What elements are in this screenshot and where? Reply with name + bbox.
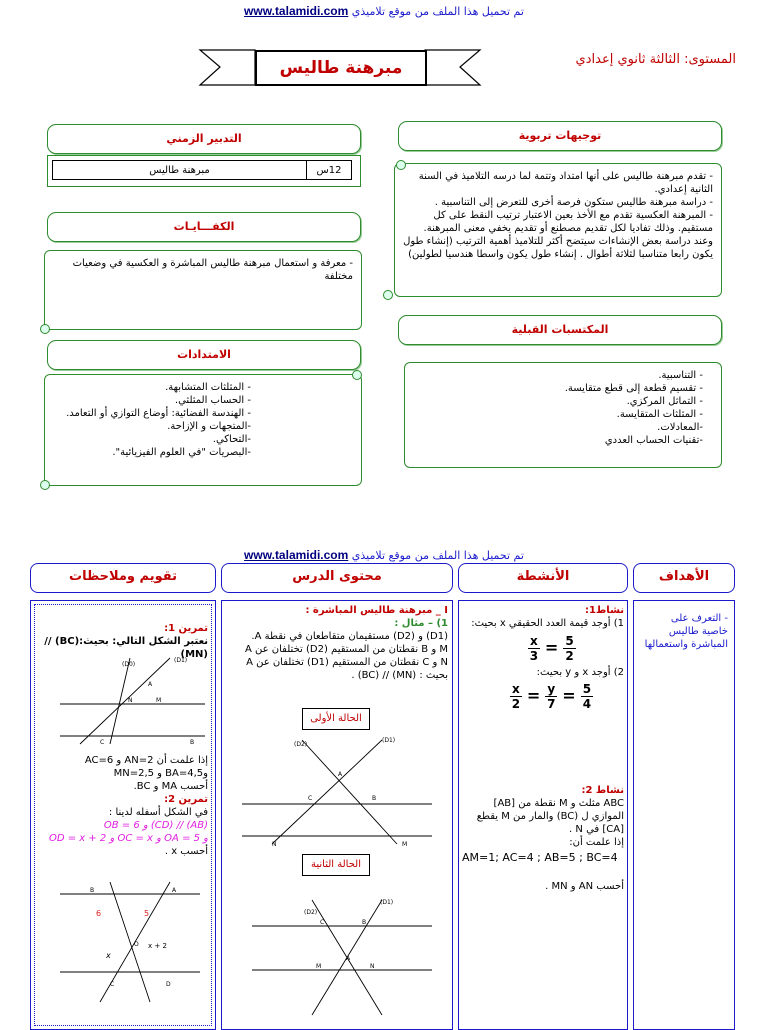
guidance-item: - تقدم مبرهنة طاليس على أنها امتداد وتتمة لما درسه التلاميذ في السنة الثانية إعدادي. — [418, 171, 713, 195]
exercise1-given-block — [36, 754, 208, 858]
col-header-activities: الأنشطة — [458, 563, 628, 593]
svg-text:C: C — [110, 981, 115, 988]
prerequisites-header: المكتسبات القبلية — [398, 315, 722, 345]
scroll-curl-icon — [40, 480, 50, 490]
exercise2-cond1: (AB) // (CD) و OB = 6 — [103, 820, 208, 831]
svg-text:x: x — [106, 951, 111, 960]
svg-text:C: C — [320, 919, 325, 926]
exercise1-ask: أحسب MA و BC. — [133, 781, 208, 792]
competency-item: - معرفة و استعمال مبرهنة طاليس المباشرة و العكسية في وضعيات مختلفة — [72, 258, 353, 282]
source-url[interactable]: www.talamidi.com — [244, 548, 349, 562]
extension-item: -البصريات "في العلوم الفيزيائية". — [112, 447, 251, 458]
extension-item: - الحساب المثلثي. — [174, 395, 251, 406]
svg-text:M: M — [156, 697, 162, 704]
svg-text:C: C — [308, 795, 313, 802]
extensions-box — [44, 374, 362, 486]
col-header-content: محتوى الدرس — [221, 563, 453, 593]
objectives-text: - التعرف على خاصية طاليس المباشرة واستعمالها — [644, 613, 728, 650]
guidance-header: توجيهات تربوية — [398, 121, 722, 151]
case2-label: الحالة الثانية — [302, 854, 370, 876]
guidance-item: - المبرهنة العكسية تقدم مع الأخذ بعين الاعتبار ترتيب النقط على كل مستقيم. وذلك تفاديا لكل تقديم مصطنع أو تقديم يخفي معنى المبرهنة. — [423, 210, 713, 234]
case1-figure — [232, 732, 442, 848]
level-label: المستوى: الثالثة ثانوي إعدادي — [575, 52, 736, 67]
exercise1-given: إذا علمت أن AN=2 و AC=6 — [84, 755, 208, 766]
col-header-evaluation: تقويم وملاحظات — [30, 563, 216, 593]
case2-figure — [232, 890, 442, 1020]
content-line4: بحيث : (MN) // (BC) . — [351, 670, 448, 681]
activity2-block — [462, 784, 624, 893]
content-heading: I _ مبرهنة طاليس المباشرة : — [305, 605, 448, 616]
prereq-item: - تقسيم قطعة إلى قطع متقايسة. — [564, 383, 703, 394]
svg-text:O: O — [134, 941, 139, 948]
svg-text:A: A — [148, 681, 153, 688]
svg-text:A: A — [346, 955, 351, 962]
extension-item: - الهندسة الفضائية: أوضاع التوازي أو التعامد. — [66, 408, 251, 419]
duration-header: التدبير الزمني — [47, 124, 361, 154]
extension-item: - المثلثات المتشابهة. — [165, 382, 251, 393]
fraction-eq-2: $\frac{x}{2}$ = $\frac{y}{7}$ = $\frac{5}{4}$ — [511, 682, 592, 711]
activity1-q2: 2) أوجد x و y بحيث: — [536, 667, 624, 678]
scroll-curl-icon — [383, 290, 393, 300]
svg-text:M: M — [316, 963, 322, 970]
activity2-title: نشاط 2: — [581, 785, 624, 796]
svg-text:(D1): (D1) — [174, 657, 188, 664]
source-line-middle — [0, 548, 768, 562]
svg-text:A: A — [338, 771, 343, 778]
prereq-item: -المعادلات. — [657, 422, 703, 433]
exercise1-given2: وBA=4,5 و MN=2,5 — [113, 768, 208, 779]
exercise2-title: تمرين 2: — [164, 794, 208, 805]
svg-text:(D0): (D0) — [122, 661, 136, 668]
source-url[interactable]: www.talamidi.com — [244, 4, 349, 18]
svg-text:6: 6 — [96, 909, 102, 918]
content-sub: 1) – مثال : — [394, 618, 448, 629]
svg-text:(D2): (D2) — [294, 741, 308, 748]
activity2-ask: أحسب AN و MN . — [545, 881, 624, 892]
prereq-item: - التناسبية. — [658, 370, 703, 381]
prereq-item: - التماثل المركزي. — [626, 396, 703, 407]
activity1-title: نشاط1: — [584, 605, 624, 616]
case1-label: الحالة الأولى — [302, 708, 370, 730]
duration-topic: مبرهنة طاليس — [53, 161, 307, 180]
competencies-header: الكفـــايـات — [47, 212, 361, 242]
source-text: تم تحميل هذا الملف من موقع تلاميذي — [351, 549, 524, 562]
svg-text:M: M — [402, 841, 408, 848]
source-line-top — [0, 4, 768, 18]
content-line2: M و B نقطتان من المستقيم (D2) تختلفان عن A — [245, 644, 448, 655]
extensions-header: الامتدادات — [47, 340, 361, 370]
activity1-q1: 1) أوجد قيمة العدد الحقيقي x بحيث: — [471, 618, 624, 629]
scroll-curl-icon — [40, 324, 50, 334]
exercise1-text: نعتبر الشكل التالي: بحيث:(BC) // (MN) — [44, 636, 208, 660]
svg-text:5: 5 — [144, 909, 150, 918]
svg-text:N: N — [128, 697, 133, 704]
svg-text:N: N — [272, 841, 277, 848]
guidance-box — [394, 163, 722, 297]
source-text: تم تحميل هذا الملف من موقع تلاميذي — [351, 5, 524, 18]
content-line1: (D1) و (D2) مستقيمان متقاطعان في نقطة A. — [251, 631, 448, 642]
svg-text:(D2): (D2) — [304, 909, 318, 916]
col-objectives — [633, 600, 735, 1030]
svg-text:x + 2: x + 2 — [148, 942, 167, 950]
svg-text:B: B — [190, 739, 195, 746]
fraction-eq-1: $\frac{x}{3}$ = $\frac{5}{2}$ — [529, 634, 574, 663]
guidance-item: - دراسة مبرهنة طاليس ستكون فرصة أخرى للتعرض إلى التناسبية . — [434, 197, 713, 208]
competencies-box — [44, 250, 362, 330]
col-header-objectives: الأهداف — [633, 563, 735, 593]
exercise2-text: في الشكل أسفله لدينا : — [108, 807, 208, 818]
exercise1-title: تمرين 1: — [164, 623, 208, 634]
content-line3: N و C نقطتان من المستقيم (D1) تختلفان عن A — [246, 657, 448, 668]
activity2-values: AM=1; AC=4 ; AB=5 ; BC=4 — [462, 851, 618, 864]
svg-text:B: B — [372, 795, 377, 802]
exercise2-ask: أحسب x . — [164, 846, 208, 857]
svg-text:N: N — [370, 963, 375, 970]
svg-text:(D1): (D1) — [380, 899, 394, 906]
svg-text:D: D — [166, 981, 171, 988]
exercise2-cond2: و OA = 5 و OC = x و OD = x + 2 — [48, 833, 208, 844]
extension-item: -المتجهات و الإزاحة. — [167, 421, 251, 432]
duration-hours: 12س — [307, 161, 352, 180]
duration-box — [47, 155, 361, 187]
duration-table — [52, 160, 352, 180]
prerequisites-box — [404, 362, 722, 468]
svg-text:B: B — [362, 919, 367, 926]
scroll-curl-icon — [352, 370, 362, 380]
activities-block — [462, 604, 624, 630]
svg-text:(D1): (D1) — [382, 737, 396, 744]
scroll-curl-icon — [396, 160, 406, 170]
svg-text:C: C — [100, 739, 105, 746]
page-title: مبرهنة طاليس — [255, 50, 427, 86]
guidance-item: وعند دراسة بعض الإنشاءات سيتضح أكثر للتلاميذ أهمية الترتيب (إنشاء طول يكون رابعا متناسبا لثلاثة أطوال . إنشاء طول يكون واسطا هندسيا لطولين) — [403, 236, 713, 260]
content-block — [226, 604, 448, 682]
prereq-item: -تقنيات الحساب العددي — [604, 435, 703, 446]
activity2-text: ABC مثلث و M نقطة من [AB] الموازي ل (BC) والمار من M يقطع [CA] في N . — [476, 798, 624, 835]
svg-text:A: A — [172, 887, 177, 894]
activity2-given: إذا علمت أن: — [569, 837, 624, 848]
svg-text:B: B — [90, 887, 95, 894]
exercise2-figure — [40, 872, 212, 1012]
exercise1-figure — [40, 652, 212, 748]
extension-item: -التحاكي. — [212, 434, 251, 445]
prereq-item: - المثلثات المتقايسة. — [616, 409, 703, 420]
